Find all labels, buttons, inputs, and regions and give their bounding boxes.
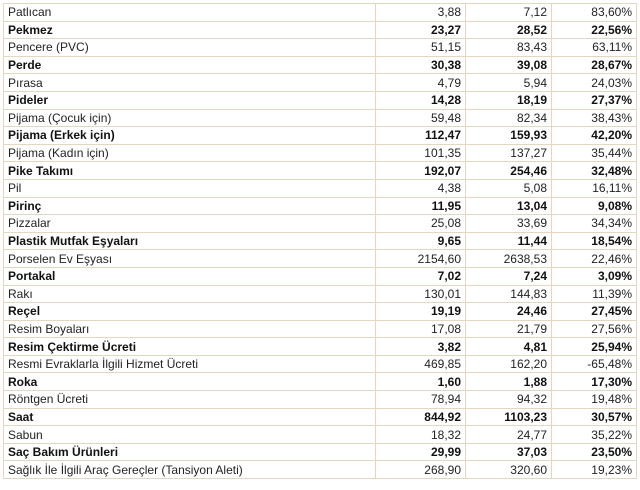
old-price-cell: 4,38 <box>376 179 466 197</box>
item-name-cell: Plastik Mutfak Eşyaları <box>4 232 376 250</box>
table-row <box>4 197 637 215</box>
new-price-cell: 1103,23 <box>466 408 552 426</box>
old-price-cell: 51,15 <box>376 39 466 57</box>
table-row <box>4 91 637 109</box>
item-name-cell: Pijama (Çocuk için) <box>4 109 376 127</box>
item-name-cell: Perde <box>4 56 376 74</box>
item-name-cell: Pizzalar <box>4 215 376 233</box>
price-table-container <box>3 3 636 479</box>
change-percent-cell: 35,22% <box>552 426 637 444</box>
new-price-cell: 37,03 <box>466 443 552 461</box>
table-row <box>4 56 637 74</box>
change-percent-cell: 42,20% <box>552 127 637 145</box>
change-percent-cell: 27,56% <box>552 320 637 338</box>
old-price-cell: 4,79 <box>376 74 466 92</box>
new-price-cell: 82,34 <box>466 109 552 127</box>
old-price-cell: 112,47 <box>376 127 466 145</box>
new-price-cell: 144,83 <box>466 285 552 303</box>
new-price-cell: 33,69 <box>466 215 552 233</box>
item-name-cell: Pil <box>4 179 376 197</box>
change-percent-cell: 25,94% <box>552 338 637 356</box>
new-price-cell: 24,77 <box>466 426 552 444</box>
item-name-cell: Roka <box>4 373 376 391</box>
old-price-cell: 19,19 <box>376 303 466 321</box>
new-price-cell: 24,46 <box>466 303 552 321</box>
item-name-cell: Portakal <box>4 267 376 285</box>
old-price-cell: 17,08 <box>376 320 466 338</box>
old-price-cell: 7,02 <box>376 267 466 285</box>
item-name-cell: Resim Çektirme Ücreti <box>4 338 376 356</box>
table-row <box>4 408 637 426</box>
item-name-cell: Patlıcan <box>4 4 376 22</box>
new-price-cell: 11,44 <box>466 232 552 250</box>
new-price-cell: 13,04 <box>466 197 552 215</box>
item-name-cell: Pırasa <box>4 74 376 92</box>
change-percent-cell: -65,48% <box>552 355 637 373</box>
old-price-cell: 3,88 <box>376 4 466 22</box>
table-row <box>4 162 637 180</box>
table-row <box>4 109 637 127</box>
table-row <box>4 21 637 39</box>
item-name-cell: Rakı <box>4 285 376 303</box>
change-percent-cell: 17,30% <box>552 373 637 391</box>
old-price-cell: 469,85 <box>376 355 466 373</box>
old-price-cell: 14,28 <box>376 91 466 109</box>
table-row <box>4 215 637 233</box>
table-row <box>4 39 637 57</box>
new-price-cell: 94,32 <box>466 391 552 409</box>
table-row <box>4 320 637 338</box>
table-row <box>4 373 637 391</box>
table-row <box>4 338 637 356</box>
table-row <box>4 127 637 145</box>
new-price-cell: 21,79 <box>466 320 552 338</box>
change-percent-cell: 22,56% <box>552 21 637 39</box>
new-price-cell: 2638,53 <box>466 250 552 268</box>
table-body <box>4 4 637 479</box>
new-price-cell: 254,46 <box>466 162 552 180</box>
change-percent-cell: 9,08% <box>552 197 637 215</box>
change-percent-cell: 19,48% <box>552 391 637 409</box>
change-percent-cell: 22,46% <box>552 250 637 268</box>
item-name-cell: Sağlık İle İlgili Araç Gereçler (Tansiyon Aleti) <box>4 461 376 479</box>
old-price-cell: 9,65 <box>376 232 466 250</box>
old-price-cell: 29,99 <box>376 443 466 461</box>
old-price-cell: 130,01 <box>376 285 466 303</box>
item-name-cell: Pencere (PVC) <box>4 39 376 57</box>
item-name-cell: Pike Takımı <box>4 162 376 180</box>
table-row <box>4 443 637 461</box>
new-price-cell: 162,20 <box>466 355 552 373</box>
item-name-cell: Pideler <box>4 91 376 109</box>
new-price-cell: 4,81 <box>466 338 552 356</box>
new-price-cell: 159,93 <box>466 127 552 145</box>
change-percent-cell: 35,44% <box>552 144 637 162</box>
old-price-cell: 30,38 <box>376 56 466 74</box>
change-percent-cell: 24,03% <box>552 74 637 92</box>
change-percent-cell: 27,45% <box>552 303 637 321</box>
old-price-cell: 844,92 <box>376 408 466 426</box>
change-percent-cell: 19,23% <box>552 461 637 479</box>
table-row <box>4 144 637 162</box>
table-row <box>4 179 637 197</box>
old-price-cell: 59,48 <box>376 109 466 127</box>
old-price-cell: 18,32 <box>376 426 466 444</box>
old-price-cell: 1,60 <box>376 373 466 391</box>
old-price-cell: 78,94 <box>376 391 466 409</box>
table-row <box>4 461 637 479</box>
table-row <box>4 426 637 444</box>
change-percent-cell: 23,50% <box>552 443 637 461</box>
table-row <box>4 303 637 321</box>
old-price-cell: 25,08 <box>376 215 466 233</box>
price-comparison-table <box>3 3 637 479</box>
change-percent-cell: 16,11% <box>552 179 637 197</box>
change-percent-cell: 30,57% <box>552 408 637 426</box>
change-percent-cell: 3,09% <box>552 267 637 285</box>
new-price-cell: 7,24 <box>466 267 552 285</box>
change-percent-cell: 83,60% <box>552 4 637 22</box>
table-row <box>4 391 637 409</box>
item-name-cell: Saat <box>4 408 376 426</box>
item-name-cell: Saç Bakım Ürünleri <box>4 443 376 461</box>
change-percent-cell: 63,11% <box>552 39 637 57</box>
old-price-cell: 2154,60 <box>376 250 466 268</box>
old-price-cell: 23,27 <box>376 21 466 39</box>
item-name-cell: Pirinç <box>4 197 376 215</box>
change-percent-cell: 32,48% <box>552 162 637 180</box>
table-row <box>4 4 637 22</box>
item-name-cell: Pijama (Erkek için) <box>4 127 376 145</box>
old-price-cell: 11,95 <box>376 197 466 215</box>
table-row <box>4 355 637 373</box>
new-price-cell: 320,60 <box>466 461 552 479</box>
table-row <box>4 285 637 303</box>
item-name-cell: Resim Boyaları <box>4 320 376 338</box>
item-name-cell: Resmi Evraklarla İlgili Hizmet Ücreti <box>4 355 376 373</box>
new-price-cell: 83,43 <box>466 39 552 57</box>
new-price-cell: 18,19 <box>466 91 552 109</box>
item-name-cell: Reçel <box>4 303 376 321</box>
item-name-cell: Pijama (Kadın için) <box>4 144 376 162</box>
new-price-cell: 1,88 <box>466 373 552 391</box>
new-price-cell: 39,08 <box>466 56 552 74</box>
table-row <box>4 74 637 92</box>
change-percent-cell: 34,34% <box>552 215 637 233</box>
old-price-cell: 192,07 <box>376 162 466 180</box>
table-row <box>4 267 637 285</box>
change-percent-cell: 11,39% <box>552 285 637 303</box>
old-price-cell: 101,35 <box>376 144 466 162</box>
item-name-cell: Sabun <box>4 426 376 444</box>
new-price-cell: 5,08 <box>466 179 552 197</box>
change-percent-cell: 28,67% <box>552 56 637 74</box>
table-row <box>4 232 637 250</box>
new-price-cell: 28,52 <box>466 21 552 39</box>
old-price-cell: 3,82 <box>376 338 466 356</box>
item-name-cell: Röntgen Ücreti <box>4 391 376 409</box>
new-price-cell: 5,94 <box>466 74 552 92</box>
item-name-cell: Porselen Ev Eşyası <box>4 250 376 268</box>
new-price-cell: 7,12 <box>466 4 552 22</box>
change-percent-cell: 18,54% <box>552 232 637 250</box>
change-percent-cell: 38,43% <box>552 109 637 127</box>
table-row <box>4 250 637 268</box>
change-percent-cell: 27,37% <box>552 91 637 109</box>
new-price-cell: 137,27 <box>466 144 552 162</box>
item-name-cell: Pekmez <box>4 21 376 39</box>
old-price-cell: 268,90 <box>376 461 466 479</box>
